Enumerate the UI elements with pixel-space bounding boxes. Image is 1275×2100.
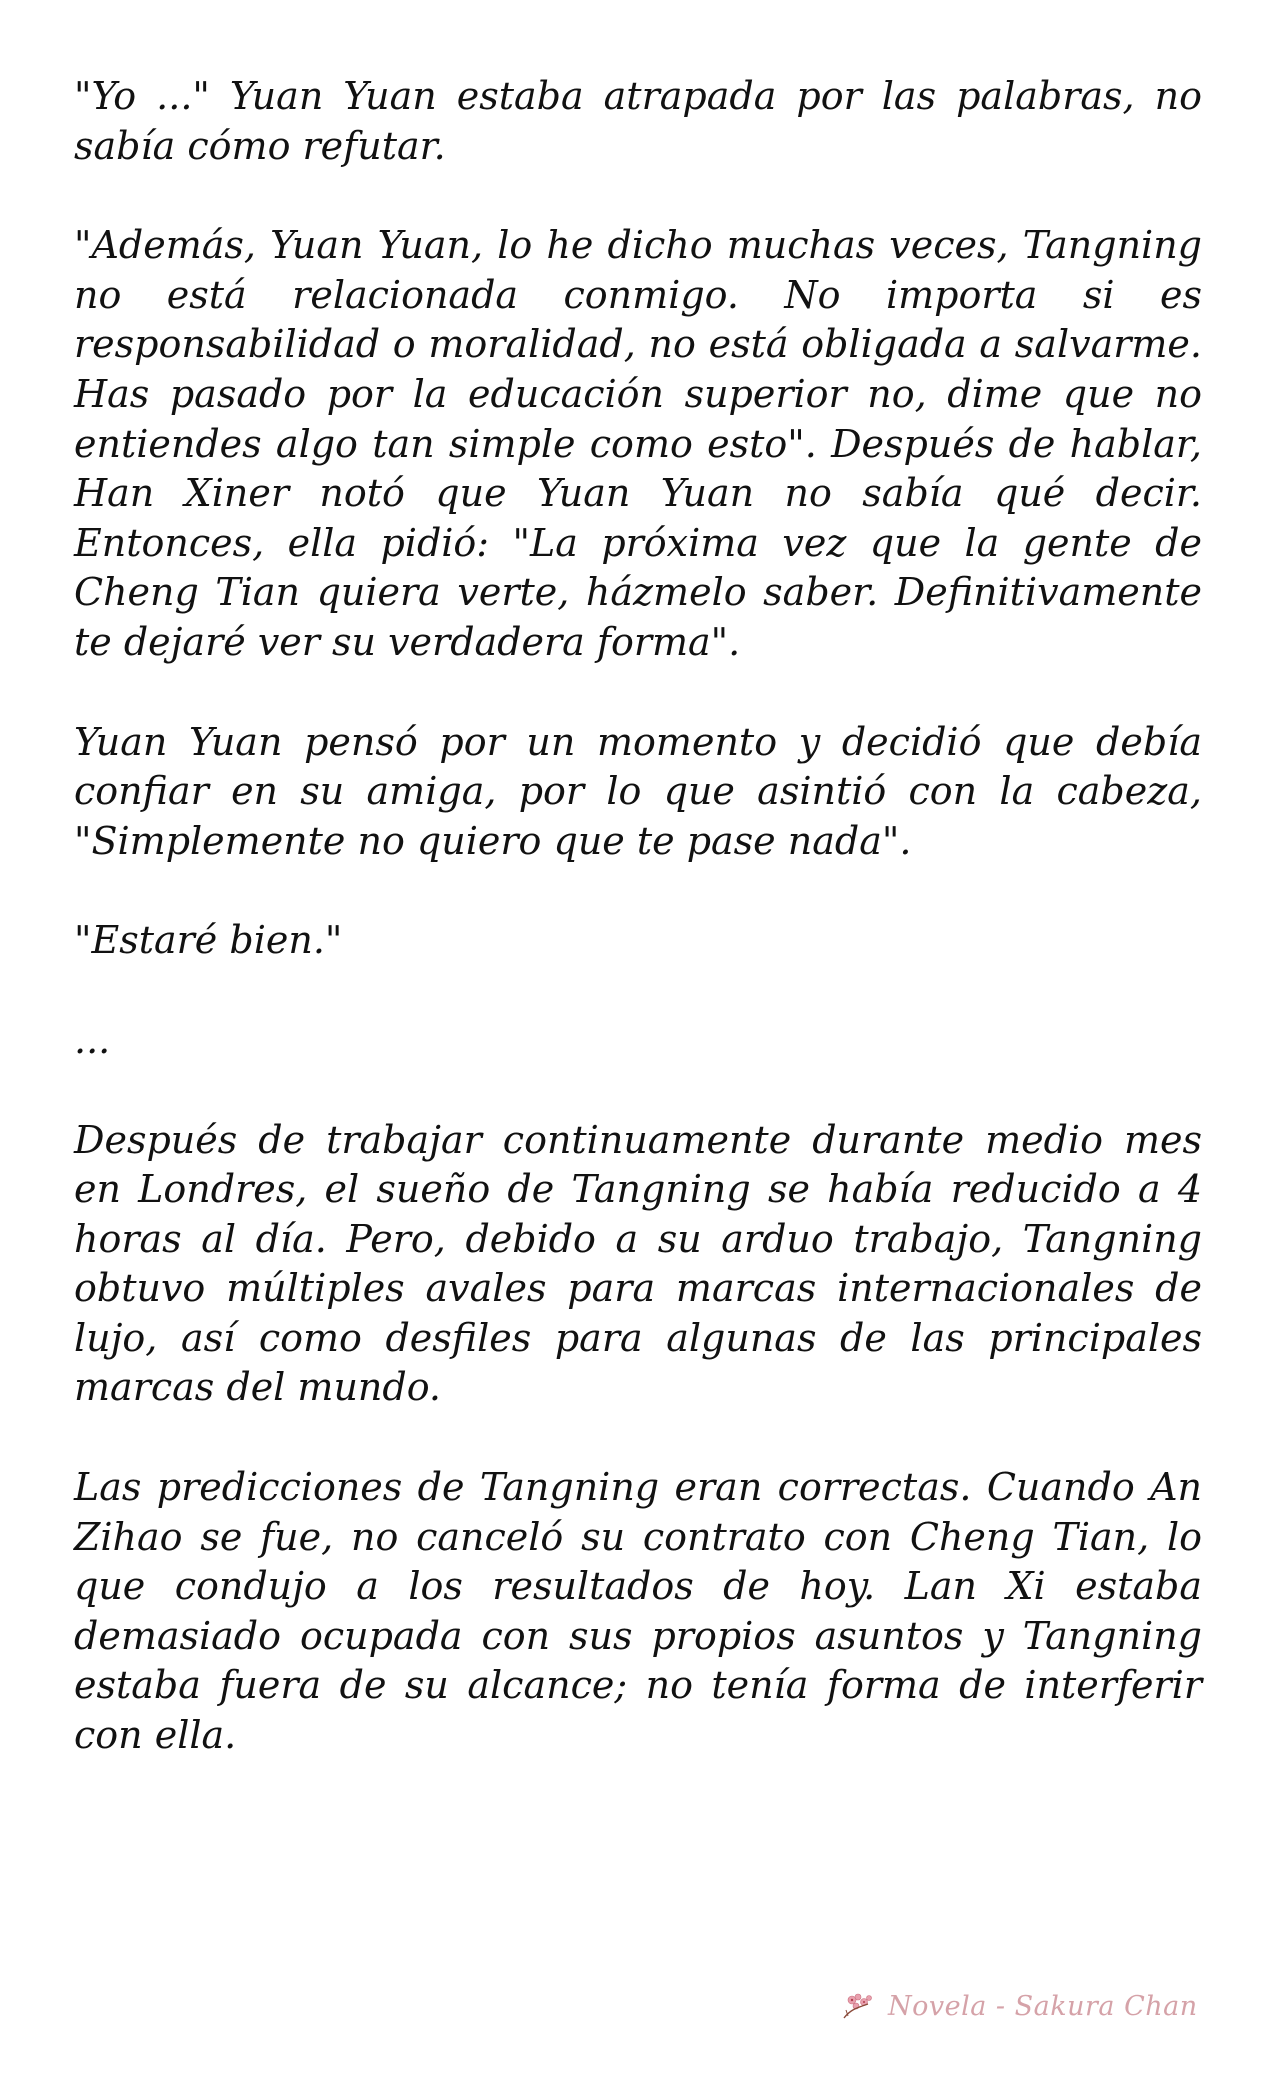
paragraph-2: "Además, Yuan Yuan, lo he dicho muchas veces, Tangning no está relacionada conmigo. No importa si es responsabilidad o moralidad, no está obligada a salvarme. Has pasado por la educación superior no, dime que no entiendes algo tan simple como esto". Después de hablar, Han Xiner notó que Yuan Yuan no sabía qué decir. Entonces, ella pidió: "La próxima vez que la gente de Cheng Tian quiera verte, házmelo saber. Definitivamente te dejaré ver su verdadera forma". (74, 223, 1202, 664)
paragraph-3: Yuan Yuan pensó por un momento y decidió que debía confiar en su amiga, por lo que asintió con la cabeza, "Simplemente no quiero que te pase nada". (74, 719, 1202, 863)
watermark-text: Novela - Sakura Chan (888, 1990, 1198, 2022)
paragraph-4: "Estaré bien." (74, 918, 343, 963)
paragraph-6: Después de trabajar continuamente durante medio mes en Londres, el sueño de Tangning se había reducido a 4 horas al día. Pero, debido a su arduo trabajo, Tangning obtuvo múltiples avales para marcas internacionales de lujo, así como desfiles para algunas de las principales marcas del mundo. (74, 1117, 1202, 1410)
paragraph-7: Las predicciones de Tangning eran correctas. Cuando An Zihao se fue, no canceló su contrato con Cheng Tian, lo que condujo a los resultados de hoy. Lan Xi estaba demasiado ocupada con sus propios asuntos y Tangning estaba fuera de su alcance; no tenía forma de interferir con ella. (74, 1465, 1202, 1758)
paragraph-1: "Yo ..." Yuan Yuan estaba atrapada por las palabras, no sabía cómo refutar. (74, 74, 1202, 168)
watermark (838, 1990, 1198, 2022)
sakura-flower-icon (838, 1990, 878, 2022)
chapter-text (74, 72, 1202, 1761)
paragraph-5: ... (74, 1017, 111, 1062)
